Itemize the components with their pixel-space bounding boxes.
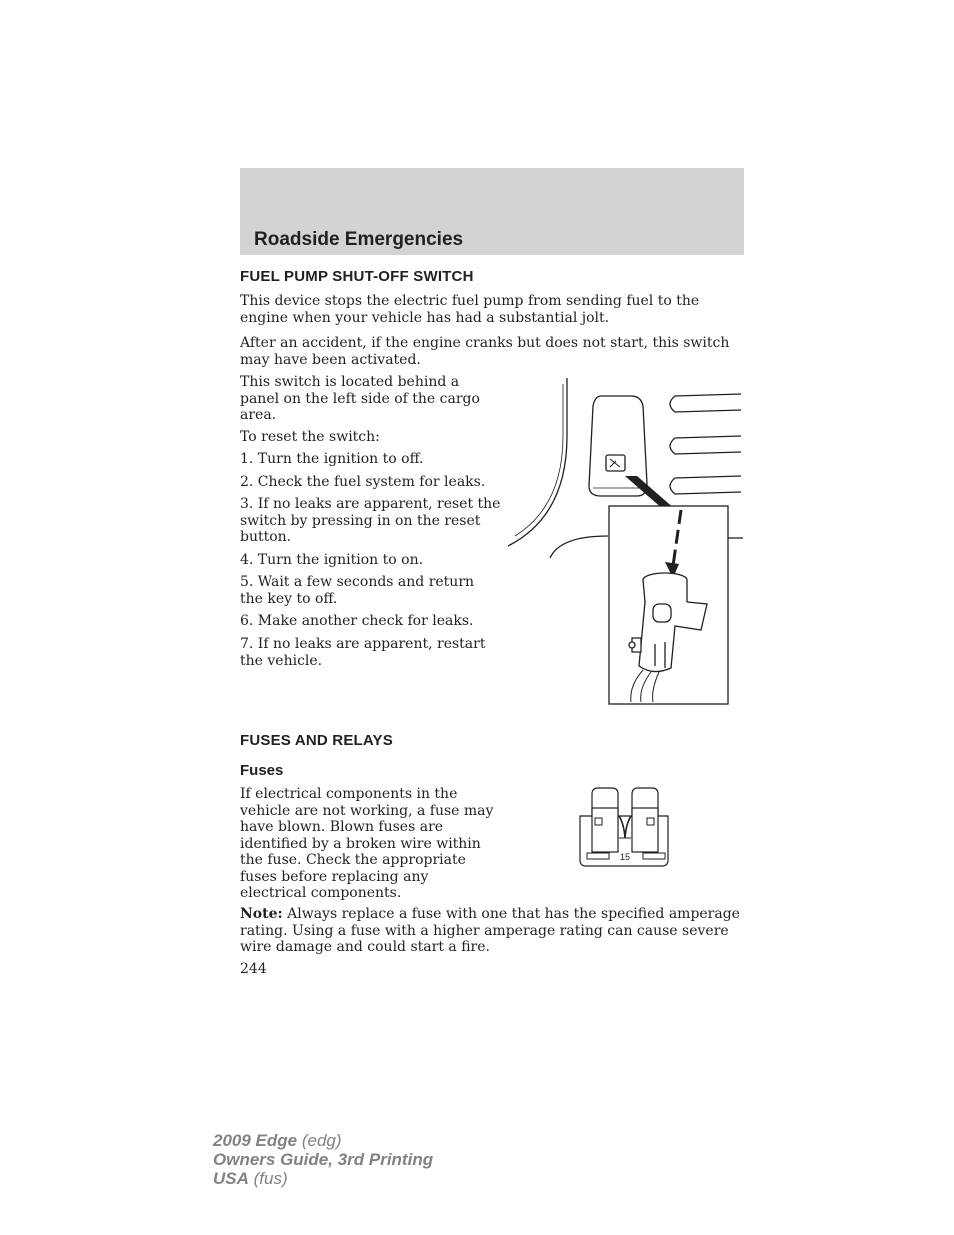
- fuel-pump-switch-illustration: [505, 376, 747, 710]
- fuel-pump-paragraph-2: After an accident, if the engine cranks but does not start, this switch may have been activated.: [240, 335, 730, 368]
- fuse-illustration: [576, 786, 672, 868]
- reset-step: 7. If no leaks are apparent, restart the vehicle.: [240, 636, 486, 669]
- reset-step: 5. Wait a few seconds and return the key to off.: [240, 574, 475, 607]
- section-title: Roadside Emergencies: [254, 229, 464, 250]
- footer-model-code: (edg): [297, 1131, 342, 1150]
- note-label: Note:: [240, 906, 283, 922]
- fuses-paragraph: If electrical components in the vehicle are not working, a fuse may have blown. Blown fuses are identified by a broken wire within the fuse. Check the appropriate fuses before replacing any electrical components.: [240, 786, 494, 901]
- page-number: 244: [240, 961, 267, 977]
- reset-step: 1. Turn the ignition to off.: [240, 451, 424, 467]
- heading-fuses-and-relays: FUSES AND RELAYS: [240, 732, 393, 749]
- heading-fuel-pump-shutoff: FUEL PUMP SHUT-OFF SWITCH: [240, 268, 474, 285]
- footer-line-1: [213, 1131, 433, 1150]
- reset-step: 6. Make another check for leaks.: [240, 613, 474, 629]
- fuel-pump-paragraph-1: This device stops the electric fuel pump from sending fuel to the engine when your vehicle has had a substantial jolt.: [240, 293, 700, 326]
- fuse-rating-label: 15: [619, 852, 631, 862]
- document-footer: [213, 1131, 433, 1188]
- reset-step: 4. Turn the ignition to on.: [240, 552, 424, 568]
- footer-market-code: (fus): [248, 1169, 288, 1188]
- footer-market: USA: [213, 1169, 249, 1188]
- section-header-band: [240, 168, 744, 255]
- footer-model: 2009 Edge: [213, 1131, 298, 1150]
- footer-guide: Owners Guide, 3rd Printing: [213, 1150, 434, 1169]
- footer-line-3: [213, 1169, 433, 1188]
- fuse-note: [240, 906, 740, 956]
- subheading-fuses: Fuses: [240, 762, 284, 779]
- reset-step: 2. Check the fuel system for leaks.: [240, 474, 486, 490]
- note-text: Always replace a fuse with one that has the specified amperage rating. Using a fuse with a higher amperage rating can cause severe wire damage and could start a fire.: [240, 906, 740, 955]
- reset-step: 3. If no leaks are apparent, reset the switch by pressing in on the reset button.: [240, 496, 501, 545]
- reset-intro-text: To reset the switch:: [240, 429, 380, 445]
- footer-line-2: [213, 1150, 433, 1169]
- switch-location-text: This switch is located behind a panel on the left side of the cargo area.: [240, 374, 480, 423]
